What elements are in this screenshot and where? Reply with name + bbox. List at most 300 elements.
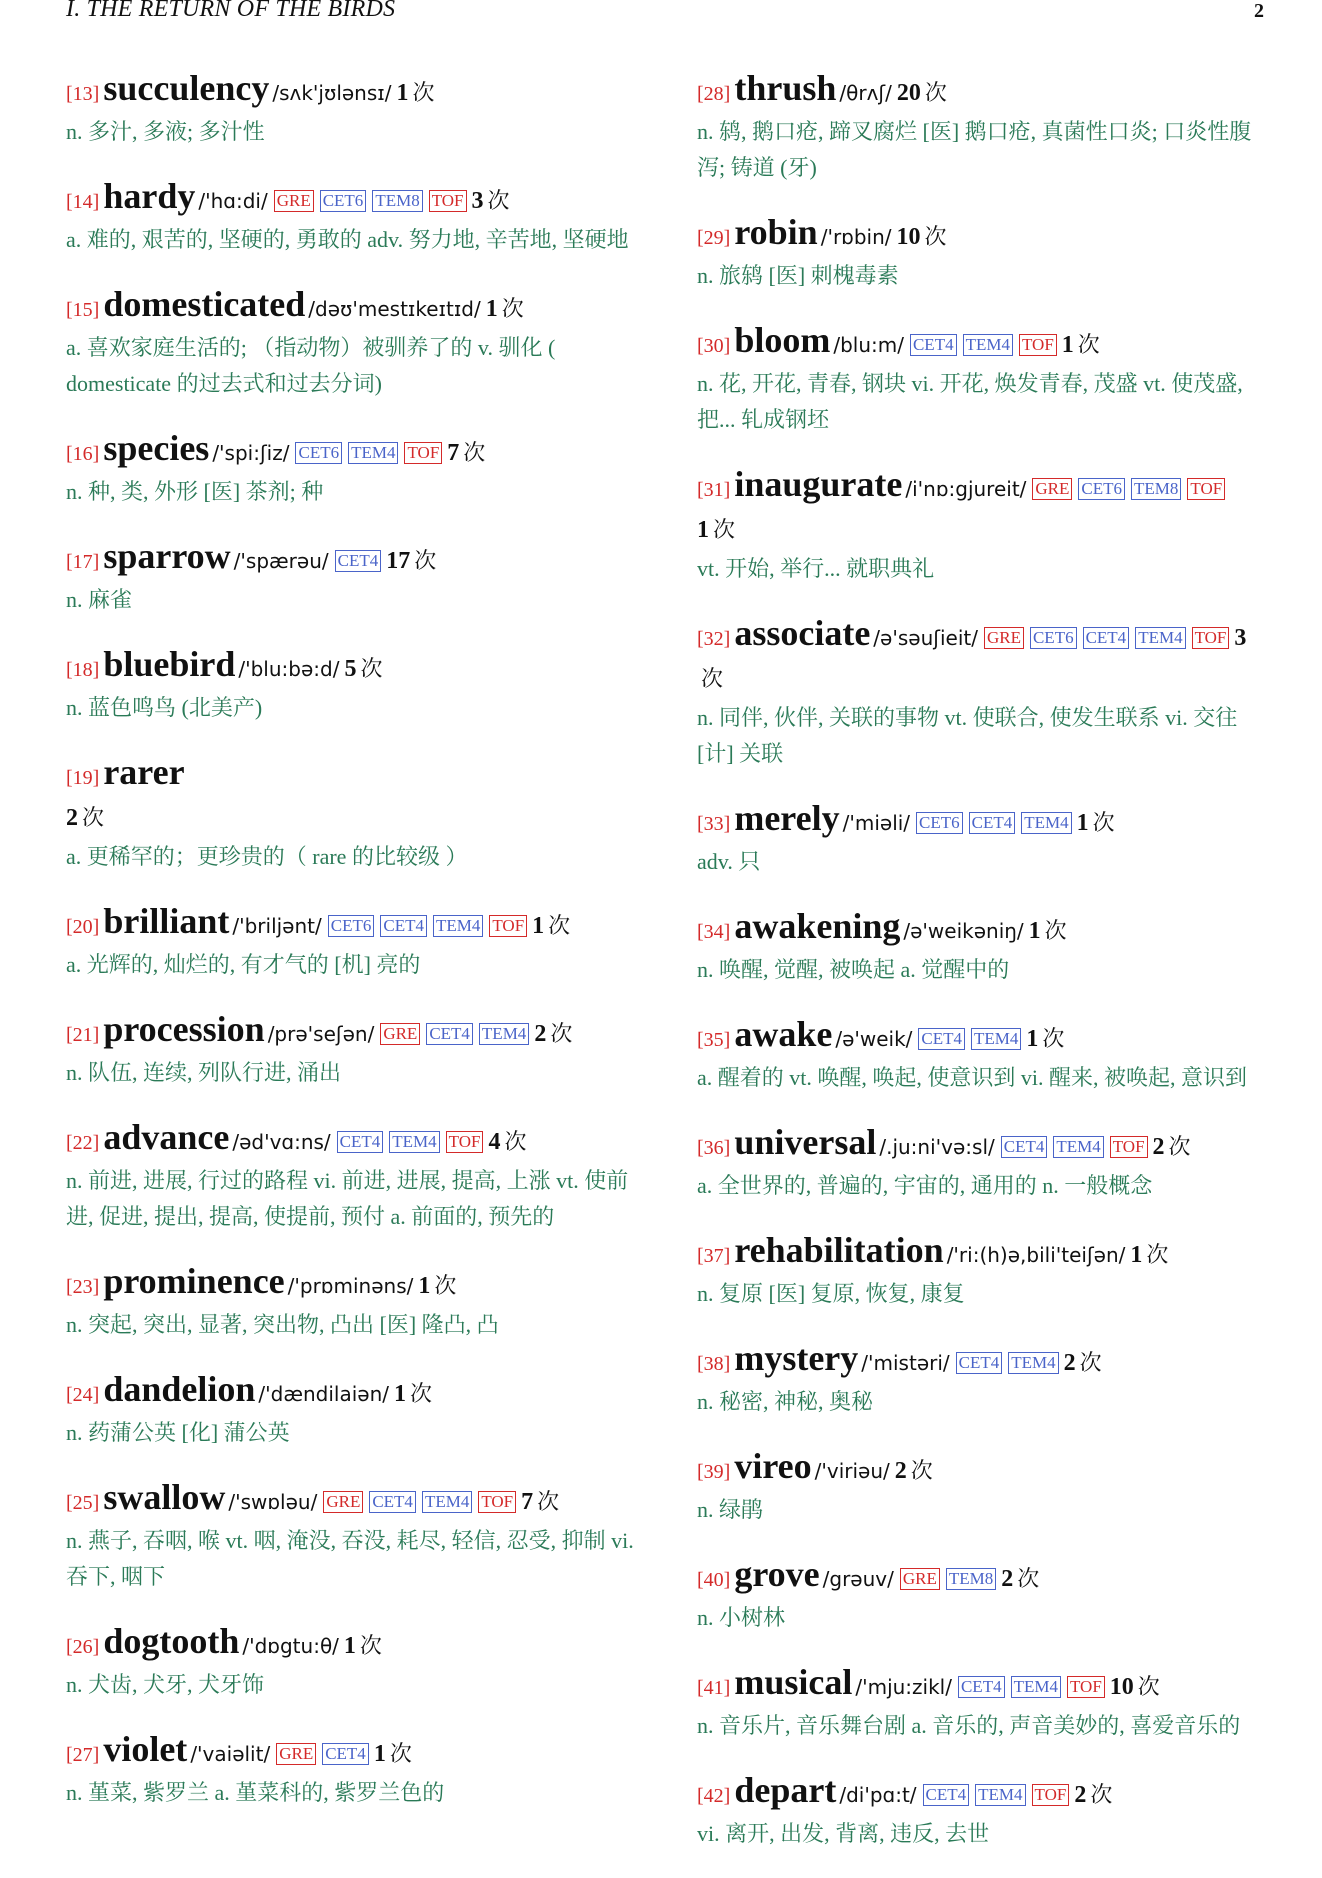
exam-tag-tem4: TEM4	[433, 915, 483, 937]
exam-tag-tof: TOF	[1187, 478, 1225, 500]
count-unit: 次	[1168, 1134, 1191, 1159]
entry-number: [35]	[697, 1029, 731, 1051]
headword: inaugurate	[734, 464, 903, 504]
count-value: 20	[896, 80, 921, 106]
count-value: 2	[534, 1021, 547, 1047]
count-value: 3	[1234, 625, 1247, 651]
count-unit: 次	[1017, 1566, 1040, 1591]
count-unit: 次	[414, 548, 437, 573]
entry-number: [18]	[66, 659, 100, 681]
exam-tag-tem4: TEM4	[1011, 1676, 1061, 1698]
entry-headline	[66, 1117, 642, 1163]
phonetic: /'ri:(h)ə,bili'teiʃən/	[946, 1243, 1126, 1267]
exam-tag-tem4: TEM4	[963, 334, 1013, 356]
exam-tag-cet4: CET4	[910, 334, 957, 356]
count-value: 2	[66, 805, 78, 831]
exam-tag-cet4: CET4	[335, 550, 382, 572]
count-unit: 次	[359, 1633, 382, 1658]
count-unit: 次	[1077, 332, 1100, 357]
headword: dandelion	[103, 1369, 256, 1409]
vocab-entry	[66, 428, 642, 510]
headword: vireo	[734, 1446, 812, 1486]
exam-tag-cet6: CET6	[295, 442, 342, 464]
entry-headline	[66, 1477, 642, 1523]
entry-headline	[697, 1230, 1269, 1276]
occurrence-count	[1001, 1566, 1039, 1592]
exam-tag-gre: GRE	[274, 190, 314, 212]
definition: n. 犬齿, 犬牙, 犬牙饰	[66, 1672, 265, 1697]
count-unit: 次	[504, 1129, 527, 1154]
headword: prominence	[103, 1261, 285, 1301]
exam-tag-tof: TOF	[1019, 334, 1057, 356]
headword: thrush	[734, 68, 837, 108]
headword: violet	[103, 1729, 188, 1769]
exam-tag-cet4: CET4	[322, 1743, 369, 1765]
entry-number: [31]	[697, 479, 731, 501]
phonetic: /'dændilaiən/	[258, 1382, 389, 1406]
phonetic: /ə'weik/	[835, 1027, 913, 1051]
entry-number: [17]	[66, 551, 100, 573]
entry-number: [25]	[66, 1492, 100, 1514]
vocab-entry	[66, 68, 642, 150]
exam-tag-tem4: TEM4	[422, 1491, 472, 1513]
exam-tag-tof: TOF	[446, 1131, 484, 1153]
vocab-entry	[697, 798, 1269, 880]
count-unit: 次	[410, 1381, 433, 1406]
entry-number: [14]	[66, 191, 100, 213]
count-unit: 次	[463, 440, 486, 465]
occurrence-count	[532, 913, 570, 939]
headword: swallow	[103, 1477, 226, 1517]
entry-headline	[697, 906, 1269, 952]
exam-tag-tof: TOF	[478, 1491, 516, 1513]
headword: merely	[734, 798, 840, 838]
definition: n. 蓝色鸣鸟 (北美产)	[66, 695, 263, 720]
count-unit: 次	[550, 1021, 573, 1046]
phonetic: /'hɑ:di/	[198, 189, 268, 213]
count-value: 1	[1130, 1242, 1143, 1268]
column-right	[697, 68, 1269, 1878]
definition: n. 绿鹃	[697, 1497, 764, 1522]
count-unit: 次	[713, 517, 736, 542]
phonetic: /'dɒgtu:θ/	[242, 1634, 339, 1658]
count-value: 1	[396, 80, 409, 106]
headword: succulency	[103, 68, 270, 108]
entry-headline	[697, 1014, 1269, 1060]
count-unit: 次	[924, 224, 947, 249]
definition: n. 音乐片, 音乐舞台剧 a. 音乐的, 声音美妙的, 喜爱音乐的	[697, 1713, 1241, 1738]
phonetic: /'prɒminəns/	[287, 1274, 414, 1298]
exam-tag-tem4: TEM4	[1053, 1136, 1103, 1158]
count-unit: 次	[537, 1489, 560, 1514]
count-unit: 次	[924, 80, 947, 105]
definition: n. 堇菜, 紫罗兰 a. 堇菜科的, 紫罗兰色的	[66, 1780, 445, 1805]
entry-headline	[697, 1662, 1269, 1708]
occurrence-count	[472, 188, 510, 214]
exam-tag-cet6: CET6	[320, 190, 367, 212]
entry-headline	[66, 1729, 642, 1775]
count-value: 1	[373, 1741, 386, 1767]
exam-tag-tof: TOF	[1032, 1784, 1070, 1806]
definition: a. 光辉的, 灿烂的, 有才气的 [机] 亮的	[66, 952, 421, 977]
occurrence-count	[486, 296, 524, 322]
entry-headline	[697, 1122, 1269, 1168]
occurrence-count	[1062, 332, 1100, 358]
exam-tag-gre: GRE	[1032, 478, 1072, 500]
entry-number: [38]	[697, 1353, 731, 1375]
vocab-entry	[66, 1369, 642, 1451]
headword: rehabilitation	[734, 1230, 944, 1270]
headword: awake	[734, 1014, 833, 1054]
exam-tag-cet4: CET4	[426, 1023, 473, 1045]
vocab-entry	[66, 644, 642, 726]
vocab-entry	[697, 212, 1269, 294]
phonetic: /.ju:ni'və:sl/	[879, 1135, 995, 1159]
entry-headline	[697, 1554, 1269, 1600]
count-value: 1	[1061, 332, 1074, 358]
phonetic: /di'pɑ:t/	[839, 1783, 917, 1807]
entry-number: [22]	[66, 1132, 100, 1154]
exam-tag-cet4: CET4	[369, 1491, 416, 1513]
phonetic: /'spi:ʃiz/	[212, 441, 290, 465]
occurrence-count	[897, 224, 947, 250]
exam-tag-cet4: CET4	[1001, 1136, 1048, 1158]
count-value: 4	[488, 1129, 501, 1155]
count-unit: 次	[487, 188, 510, 213]
count-value: 1	[418, 1273, 431, 1299]
entry-number: [32]	[697, 628, 731, 650]
entry-headline	[697, 464, 1269, 551]
vocab-entry	[66, 752, 642, 875]
entry-headline	[697, 212, 1269, 258]
headword: domesticated	[103, 284, 306, 324]
occurrence-count	[374, 1741, 412, 1767]
occurrence-count	[1077, 810, 1115, 836]
definition: n. 唤醒, 觉醒, 被唤起 a. 觉醒中的	[697, 957, 1010, 982]
occurrence-count	[394, 1381, 432, 1407]
definition: n. 复原 [医] 复原, 恢复, 康复	[697, 1281, 965, 1306]
count-value: 1	[1076, 810, 1089, 836]
exam-tag-cet4: CET4	[337, 1131, 384, 1153]
entry-number: [41]	[697, 1677, 731, 1699]
count-unit: 次	[1042, 1026, 1065, 1051]
phonetic: /'spærəu/	[233, 549, 329, 573]
phonetic: /'briljənt/	[232, 914, 322, 938]
count-value: 1	[394, 1381, 406, 1407]
vocab-entry	[697, 613, 1269, 772]
phonetic: /'rɒbin/	[820, 225, 892, 249]
entry-headline	[66, 536, 642, 582]
count-value: 2	[894, 1458, 907, 1484]
definition: n. 药蒲公英 [化] 蒲公英	[66, 1420, 290, 1445]
count-value: 2	[1074, 1782, 1087, 1808]
definition: a. 更稀罕的；更珍贵的（ rare 的比较级 ）	[66, 844, 468, 869]
exam-tag-tem4: TEM4	[389, 1131, 439, 1153]
exam-tag-tem4: TEM4	[479, 1023, 529, 1045]
exam-tag-cet6: CET6	[1030, 627, 1077, 649]
headword: hardy	[103, 176, 196, 216]
entry-number: [37]	[697, 1245, 731, 1267]
occurrence-count	[521, 1489, 559, 1515]
entry-number: [39]	[697, 1461, 731, 1483]
exam-tag-cet6: CET6	[916, 812, 963, 834]
phonetic: /'blu:bə:d/	[238, 657, 340, 681]
occurrence-count	[895, 1458, 933, 1484]
headword: sparrow	[103, 536, 231, 576]
exam-tag-gre: GRE	[380, 1023, 420, 1045]
count-value: 2	[1063, 1350, 1076, 1376]
exam-tag-cet4: CET4	[380, 915, 427, 937]
vocab-entry	[66, 1729, 642, 1811]
entry-headline	[697, 320, 1269, 366]
count-value: 3	[471, 188, 484, 214]
exam-tag-tem4: TEM4	[348, 442, 398, 464]
entry-headline	[66, 284, 642, 330]
occurrence-count	[1130, 1242, 1168, 1268]
vocab-entry	[66, 1009, 642, 1091]
definition: n. 多汁, 多液; 多汁性	[66, 119, 265, 144]
phonetic: /dəʊ'mestɪkeɪtɪd/	[308, 297, 481, 321]
exam-tag-gre: GRE	[900, 1568, 940, 1590]
entry-headline	[66, 644, 642, 690]
running-head: I. THE RETURN OF THE BIRDS	[66, 0, 396, 22]
entry-number: [33]	[697, 813, 731, 835]
occurrence-count	[418, 1273, 456, 1299]
count-unit: 次	[501, 296, 524, 321]
count-value: 1	[697, 517, 709, 543]
entry-headline	[66, 176, 642, 222]
exam-tag-cet4: CET4	[918, 1028, 965, 1050]
definition: n. 突起, 突出, 显著, 突出物, 凸出 [医] 隆凸, 凸	[66, 1312, 499, 1337]
vocab-entry	[697, 1770, 1269, 1852]
exam-tag-gre: GRE	[323, 1491, 363, 1513]
vocab-entry	[66, 901, 642, 983]
count-value: 1	[532, 913, 545, 939]
vocab-entry	[697, 464, 1269, 587]
definition: n. 旅鸫 [医] 刺槐毒素	[697, 263, 899, 288]
exam-tag-cet4: CET4	[923, 1784, 970, 1806]
headword: robin	[734, 212, 818, 252]
count-value: 5	[344, 656, 357, 682]
vocab-entry	[697, 1014, 1269, 1096]
occurrence-count	[1064, 1350, 1102, 1376]
headword: universal	[734, 1122, 877, 1162]
count-unit: 次	[360, 656, 383, 681]
count-unit: 次	[1079, 1350, 1102, 1375]
vocab-entry	[697, 1446, 1269, 1528]
entry-number: [15]	[66, 299, 100, 321]
phonetic: /θrʌʃ/	[839, 81, 892, 105]
exam-tag-cet6: CET6	[1078, 478, 1125, 500]
exam-tag-tem4: TEM4	[1008, 1352, 1058, 1374]
exam-tag-cet4: CET4	[1083, 627, 1130, 649]
entry-number: [27]	[66, 1744, 100, 1766]
entry-headline	[66, 1009, 642, 1055]
vocab-entry	[66, 176, 642, 258]
entry-headline	[66, 428, 642, 474]
definition: a. 喜欢家庭生活的; （指动物）被驯养了的 v. 驯化 ( domesticate 的过去式和过去分词)	[66, 335, 556, 396]
entry-number: [13]	[66, 83, 100, 105]
entry-number: [26]	[66, 1636, 100, 1658]
vocab-entry	[66, 536, 642, 618]
occurrence-count	[1026, 1026, 1064, 1052]
count-unit: 次	[434, 1273, 457, 1298]
exam-tag-tem4: TEM4	[1135, 627, 1185, 649]
headword: bluebird	[103, 644, 236, 684]
occurrence-count	[396, 80, 434, 106]
vocab-entry	[697, 1662, 1269, 1744]
headword: musical	[734, 1662, 853, 1702]
entry-headline	[66, 68, 642, 114]
count-value: 1	[343, 1633, 356, 1659]
count-unit: 次	[1146, 1242, 1169, 1267]
headword: depart	[734, 1770, 837, 1810]
entry-number: [21]	[66, 1024, 100, 1046]
phonetic: /əd'vɑ:ns/	[232, 1130, 331, 1154]
phonetic: /'mju:zikl/	[855, 1675, 952, 1699]
headword: rarer	[103, 752, 185, 792]
headword: associate	[734, 613, 871, 653]
exam-tag-tof: TOF	[1110, 1136, 1148, 1158]
entry-number: [23]	[66, 1276, 100, 1298]
entry-headline	[697, 1446, 1269, 1492]
count-value: 2	[1152, 1134, 1165, 1160]
entry-headline	[66, 1261, 642, 1307]
definition: n. 麻雀	[66, 587, 133, 612]
count-unit: 次	[82, 805, 105, 830]
vocab-entry	[66, 284, 642, 402]
entry-headline	[697, 1770, 1269, 1816]
entry-number: [19]	[66, 767, 100, 789]
vocab-entry	[66, 1621, 642, 1703]
phonetic: /'vaiəlit/	[190, 1742, 271, 1766]
definition: a. 醒着的 vt. 唤醒, 唤起, 使意识到 vi. 醒来, 被唤起, 意识到	[697, 1065, 1247, 1090]
count-value: 10	[896, 224, 921, 250]
phonetic: /'mistəri/	[861, 1351, 950, 1375]
exam-tag-tof: TOF	[1067, 1676, 1105, 1698]
entry-number: [36]	[697, 1137, 731, 1159]
headword: advance	[103, 1117, 230, 1157]
occurrence-count	[1110, 1674, 1160, 1700]
phonetic: /grəuv/	[822, 1567, 894, 1591]
definition: n. 种, 类, 外形 [医] 茶剂; 种	[66, 479, 324, 504]
headword: mystery	[734, 1338, 859, 1378]
count-unit: 次	[548, 913, 571, 938]
vocab-entry	[697, 68, 1269, 186]
occurrence-count	[697, 517, 735, 543]
phonetic: /'miəli/	[842, 811, 911, 835]
entry-number: [16]	[66, 443, 100, 465]
entry-number: [29]	[697, 227, 731, 249]
count-unit: 次	[701, 666, 724, 691]
occurrence-count	[488, 1129, 526, 1155]
headword: species	[103, 428, 210, 468]
count-unit: 次	[1137, 1674, 1160, 1699]
headword: grove	[734, 1554, 820, 1594]
definition: n. 秘密, 神秘, 奥秘	[697, 1389, 874, 1414]
definition: n. 鸫, 鹅口疮, 蹄叉腐烂 [医] 鹅口疮, 真菌性口炎; 口炎性腹泻; 铸道 (牙)	[697, 119, 1252, 180]
entry-number: [30]	[697, 335, 731, 357]
vocab-entry	[697, 320, 1269, 438]
phonetic: /sʌk'jʊlənsɪ/	[272, 81, 392, 105]
count-unit: 次	[1044, 918, 1067, 943]
definition: a. 难的, 艰苦的, 坚硬的, 勇敢的 adv. 努力地, 辛苦地, 坚硬地	[66, 227, 629, 252]
occurrence-count	[1029, 918, 1067, 944]
entry-headline	[66, 901, 642, 947]
exam-tag-tem8: TEM8	[1131, 478, 1181, 500]
entry-headline	[697, 68, 1269, 114]
entry-headline	[697, 1338, 1269, 1384]
exam-tag-tem8: TEM8	[372, 190, 422, 212]
phonetic: /i'nɒ:gjureit/	[905, 477, 1027, 501]
occurrence-count	[1153, 1134, 1191, 1160]
entry-number: [42]	[697, 1785, 731, 1807]
exam-tag-gre: GRE	[984, 627, 1024, 649]
entry-number: [24]	[66, 1384, 100, 1406]
definition: n. 燕子, 吞咽, 喉 vt. 咽, 淹没, 吞没, 耗尽, 轻信, 忍受, 抑制 vi. 吞下, 咽下	[66, 1528, 634, 1589]
count-unit: 次	[1090, 1782, 1113, 1807]
definition: n. 花, 开花, 青春, 钢块 vi. 开花, 焕发青春, 茂盛 vt. 使茂盛, 把... 轧成钢坯	[697, 371, 1243, 432]
count-value: 1	[1028, 918, 1041, 944]
vocab-entry	[66, 1261, 642, 1343]
exam-tag-gre: GRE	[276, 1743, 316, 1765]
definition: vt. 开始, 举行... 就职典礼	[697, 556, 935, 581]
count-value: 10	[1109, 1674, 1134, 1700]
exam-tag-cet4: CET4	[958, 1676, 1005, 1698]
occurrence-count	[534, 1021, 572, 1047]
vocab-entry	[697, 906, 1269, 988]
headword: dogtooth	[103, 1621, 240, 1661]
definition: vi. 离开, 出发, 背离, 违反, 去世	[697, 1821, 990, 1846]
occurrence-count	[897, 80, 947, 106]
exam-tag-cet4: CET4	[969, 812, 1016, 834]
entry-headline	[697, 798, 1269, 844]
entry-number: [34]	[697, 921, 731, 943]
phonetic: /prə'seʃən/	[267, 1022, 375, 1046]
vocab-entry	[66, 1477, 642, 1595]
vocab-entry	[697, 1230, 1269, 1312]
occurrence-count	[344, 656, 382, 682]
entry-number: [40]	[697, 1569, 731, 1591]
exam-tag-cet4: CET4	[956, 1352, 1003, 1374]
definition: adv. 只	[697, 849, 761, 874]
occurrence-count	[386, 548, 436, 574]
page-number: 2	[1254, 0, 1264, 22]
entry-headline	[66, 1621, 642, 1667]
count-unit: 次	[389, 1741, 412, 1766]
entry-number: [28]	[697, 83, 731, 105]
entry-headline	[697, 613, 1269, 700]
exam-tag-tof: TOF	[489, 915, 527, 937]
phonetic: /blu:m/	[833, 333, 904, 357]
count-value: 1	[1026, 1026, 1039, 1052]
entry-headline	[66, 1369, 642, 1415]
exam-tag-tof: TOF	[404, 442, 442, 464]
occurrence-count	[344, 1633, 382, 1659]
definition: n. 队伍, 连续, 列队行进, 涌出	[66, 1060, 342, 1085]
count-value: 7	[447, 440, 460, 466]
count-value: 7	[521, 1489, 534, 1515]
exam-tag-tem4: TEM4	[971, 1028, 1021, 1050]
count-value: 1	[485, 296, 498, 322]
vocab-entry	[697, 1122, 1269, 1204]
count-unit: 次	[910, 1458, 933, 1483]
entry-number: [20]	[66, 916, 100, 938]
phonetic: /'viriəu/	[814, 1459, 890, 1483]
exam-tag-tof: TOF	[1192, 627, 1230, 649]
exam-tag-tof: TOF	[429, 190, 467, 212]
count-unit: 次	[1092, 810, 1115, 835]
